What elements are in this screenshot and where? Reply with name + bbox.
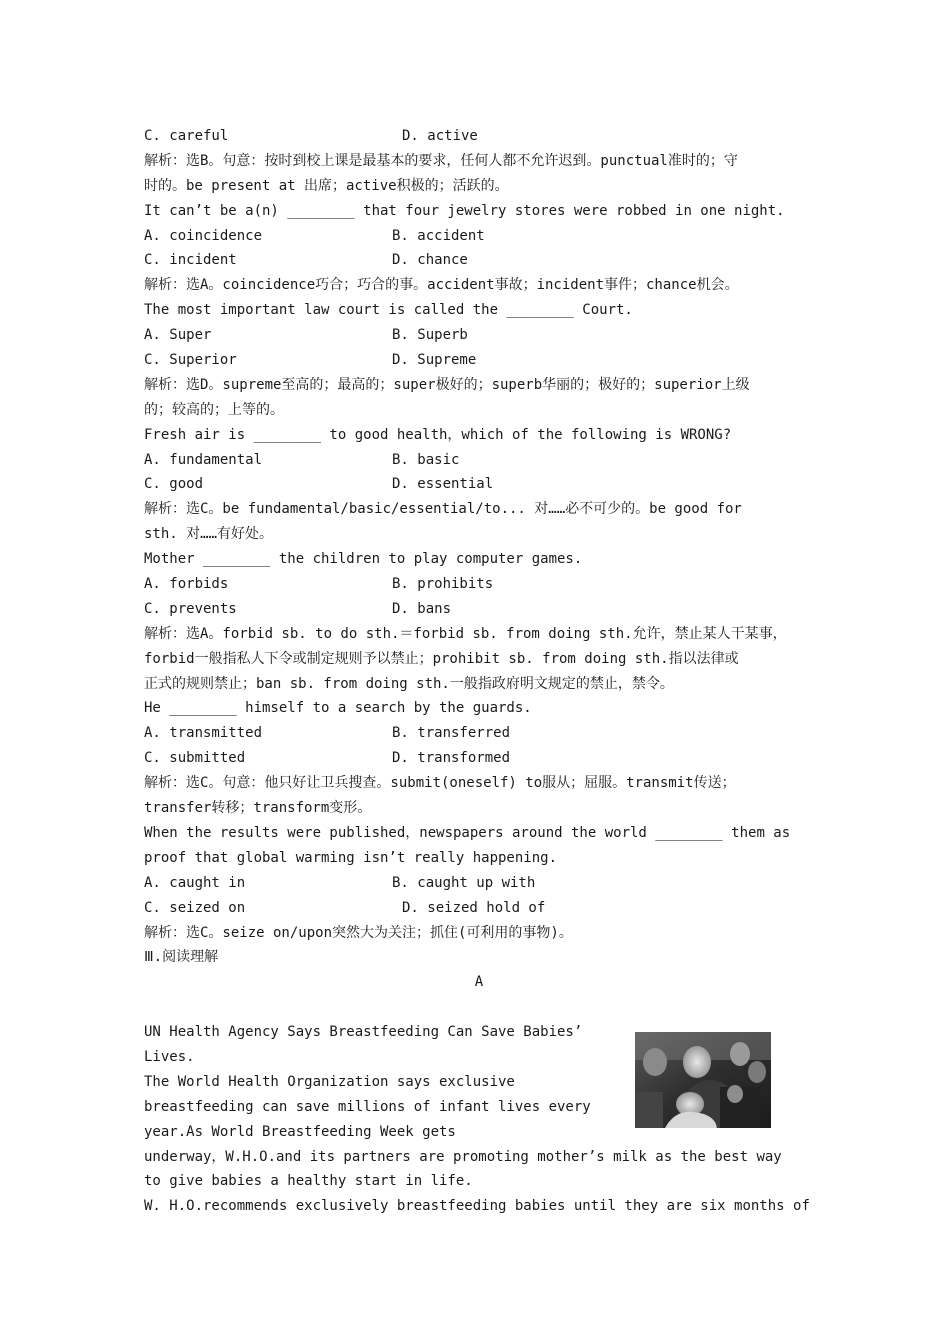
text-line: Fresh air is ________ to good health，which of the following is WRONG? [144, 426, 732, 443]
option-left: C. careful [144, 128, 229, 144]
option-row [144, 448, 814, 473]
text-line: Mother ________ the children to play computer games. [144, 551, 583, 568]
option-left: C. submitted [144, 750, 246, 767]
option-left: A. coincidence [144, 227, 263, 244]
option-left: C. incident [144, 252, 237, 269]
text-line: year.As World Breastfeeding Week gets [144, 1123, 456, 1140]
text-line: 解析：选C。seize on/upon突然大为关注；抓住(可利用的事物)。 [144, 924, 573, 941]
option-left: C. Superior [144, 352, 237, 369]
option-right: D. chance [392, 252, 468, 269]
blank-line [144, 995, 814, 1020]
option-right: D. bans [392, 600, 452, 617]
option-row [144, 224, 814, 249]
text-line: 解析：选B。句意：按时到校上课是最基本的要求，任何人都不允许迟到。punctual准时的；守 [144, 152, 738, 169]
text-line: 解析：选C。句意：他只好让卫兵搜查。submit(oneself) to服从；屈服。transmit传送； [144, 775, 736, 792]
text-line: He ________ himself to a search by the guards. [144, 700, 532, 717]
text-line: breastfeeding can save millions of infant lives every [144, 1098, 591, 1115]
text-line: Lives. [144, 1048, 195, 1065]
option-right: B. caught up with [392, 874, 536, 891]
document-page [144, 124, 814, 1219]
text-line: The World Health Organization says exclusive [144, 1073, 515, 1090]
option-row [144, 746, 814, 771]
option-left: A. caught in [144, 874, 246, 891]
option-left: A. Super [144, 327, 212, 344]
text-line: 解析：选A。coincidence巧合；巧合的事。accident事故；incident事件；chance机会。 [144, 277, 739, 294]
option-right: D. active [402, 128, 478, 144]
text-line: UN Health Agency Says Breastfeeding Can Save Babies’ [144, 1024, 583, 1041]
option-right: B. transferred [392, 725, 511, 742]
option-right: D. transformed [392, 750, 511, 767]
text-line: forbid一般指私人下令或制定规则予以禁止；prohibit sb. from doing sth.指以法律或 [144, 650, 739, 667]
option-right: B. accident [392, 227, 485, 244]
option-row [144, 597, 814, 622]
breastfeeding-photo [635, 1032, 771, 1128]
option-row [144, 124, 814, 149]
option-row [144, 472, 814, 497]
option-left: A. transmitted [144, 725, 263, 742]
text-line: The most important law court is called the ________ Court. [144, 302, 633, 319]
option-left: C. seized on [144, 899, 246, 916]
section-letter: A [474, 974, 484, 991]
text-line: 正式的规则禁止；ban sb. from doing sth.一般指政府明文规定的禁止，禁令。 [144, 675, 674, 692]
option-row [144, 348, 814, 373]
option-row [144, 248, 814, 273]
text-line: to give babies a healthy start in life. [144, 1173, 473, 1190]
text-line: proof that global warming isn’t really happening. [144, 849, 558, 866]
text-line: 时的。be present at 出席；active积极的；活跃的。 [144, 177, 509, 194]
option-left: C. good [144, 476, 204, 493]
option-right: B. prohibits [392, 576, 494, 593]
text-line: underway，W.H.O.and its partners are promoting mother’s milk as the best way [144, 1148, 782, 1165]
text-line: When the results were published，newspapers around the world ________ them as [144, 824, 791, 841]
text-line: transfer转移；transform变形。 [144, 800, 372, 817]
option-right: B. basic [392, 451, 460, 468]
option-left: C. prevents [144, 600, 237, 617]
text-line: 的；较高的；上等的。 [144, 401, 284, 418]
option-right: D. essential [392, 476, 494, 493]
text-line: Ⅲ.阅读理解 [144, 949, 219, 966]
option-left: A. forbids [144, 576, 229, 593]
option-right: D. seized hold of [402, 899, 546, 916]
option-row [144, 323, 814, 348]
option-right: D. Supreme [392, 352, 477, 369]
text-line: 解析：选A。forbid sb. to do sth.＝forbid sb. from doing sth.允许，禁止某人干某事， [144, 625, 787, 642]
option-right: B. Superb [392, 327, 468, 344]
option-row [144, 871, 814, 896]
text-line: It can’t be a(n) ________ that four jewelry stores were robbed in one night. [144, 202, 785, 219]
text-line: 解析：选D。supreme至高的；最高的；super极好的；superb华丽的；极好的；superior上级 [144, 376, 750, 393]
option-row [144, 896, 814, 921]
option-row [144, 721, 814, 746]
option-row [144, 572, 814, 597]
text-line: W. H.O.recommends exclusively breastfeeding babies until they are six months of [144, 1198, 810, 1215]
text-line: sth. 对……有好处。 [144, 526, 274, 543]
text-line: 解析：选C。be fundamental/basic/essential/to... 对……必不可少的。be good for [144, 501, 742, 518]
option-left: A. fundamental [144, 451, 263, 468]
